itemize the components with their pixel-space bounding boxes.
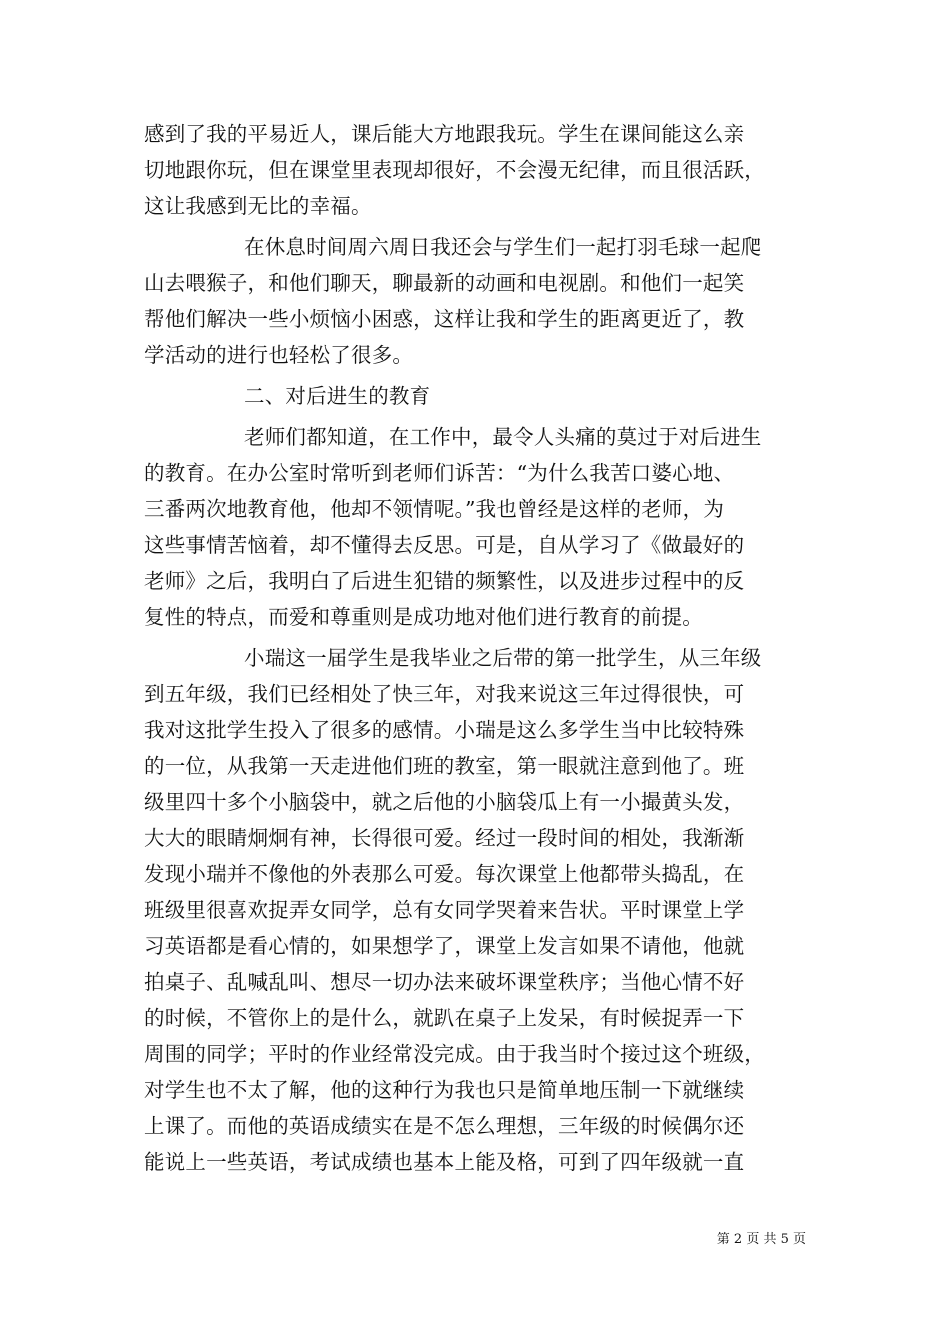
body-line: 到五年级，我们已经相处了快三年，对我来说这三年过得很快，可 bbox=[144, 682, 745, 706]
body-line: 学活动的进行也轻松了很多。 bbox=[144, 343, 414, 367]
body-line: 能说上一些英语，考试成绩也基本上能及格，可到了四年级就一直 bbox=[144, 1150, 745, 1174]
body-line: 我对这批学生投入了很多的感情。小瑞是这么多学生当中比较特殊 bbox=[144, 718, 745, 742]
body-line: 老师》之后，我明白了后进生犯错的频繁性，以及进步过程中的反 bbox=[144, 569, 745, 593]
body-line: 切地跟你玩，但在课堂里表现却很好，不会漫无纪律，而且很活跃， bbox=[144, 158, 765, 182]
body-line: 习英语都是看心情的，如果想学了，课堂上发言如果不请他，他就 bbox=[144, 934, 745, 958]
paragraph-first-line: 老师们都知道，在工作中，最令人头痛的莫过于对后进生 bbox=[244, 425, 762, 449]
section-heading: 二、对后进生的教育 bbox=[244, 384, 431, 408]
body-line: 的时候，不管你上的是什么，就趴在桌子上发呆，有时候捉弄一下 bbox=[144, 1006, 745, 1030]
body-line: 复性的特点，而爱和尊重则是成功地对他们进行教育的前提。 bbox=[144, 605, 703, 629]
body-line: 三番两次地教育他，他却不领情呢。”我也曾经是这样的老师，为 bbox=[144, 497, 725, 521]
body-line: 上课了。而他的英语成绩实在是不怎么理想，三年级的时候偶尔还 bbox=[144, 1114, 745, 1138]
body-line: 对学生也不太了解，他的这种行为我也只是简单地压制一下就继续 bbox=[144, 1078, 745, 1102]
body-line: 帮他们解决一些小烦恼小困惑，这样让我和学生的距离更近了，教 bbox=[144, 307, 745, 331]
body-line: 的教育。在办公室时常听到老师们诉苦：“为什么我苦口婆心地、 bbox=[144, 461, 735, 485]
body-line: 感到了我的平易近人，课后能大方地跟我玩。学生在课间能这么亲 bbox=[144, 122, 745, 146]
body-line: 拍桌子、乱喊乱叫、想尽一切办法来破坏课堂秩序；当他心情不好 bbox=[144, 970, 745, 994]
body-line: 级里四十多个小脑袋中，就之后他的小脑袋瓜上有一小撮黄头发， bbox=[144, 790, 745, 814]
body-line: 发现小瑞并不像他的外表那么可爱。每次课堂上他都带头捣乱，在 bbox=[144, 862, 745, 886]
body-line: 的一位，从我第一天走进他们班的教室，第一眼就注意到他了。班 bbox=[144, 754, 745, 778]
body-line: 大大的眼睛炯炯有神，长得很可爱。经过一段时间的相处，我渐渐 bbox=[144, 826, 745, 850]
body-line: 这些事情苦恼着，却不懂得去反思。可是，自从学习了《做最好的 bbox=[144, 533, 745, 557]
paragraph-first-line: 在休息时间周六周日我还会与学生们一起打羽毛球一起爬 bbox=[244, 235, 762, 259]
body-line: 周围的同学；平时的作业经常没完成。由于我当时个接过这个班级， bbox=[144, 1042, 765, 1066]
paragraph-first-line: 小瑞这一届学生是我毕业之后带的第一批学生，从三年级 bbox=[244, 646, 762, 670]
body-line: 这让我感到无比的幸福。 bbox=[144, 194, 372, 218]
body-line: 山去喂猴子，和他们聊天，聊最新的动画和电视剧。和他们一起笑 bbox=[144, 271, 745, 295]
page-number-footer: 第 2 页 共 5 页 bbox=[716, 1232, 806, 1247]
body-line: 班级里很喜欢捉弄女同学，总有女同学哭着来告状。平时课堂上学 bbox=[144, 898, 745, 922]
